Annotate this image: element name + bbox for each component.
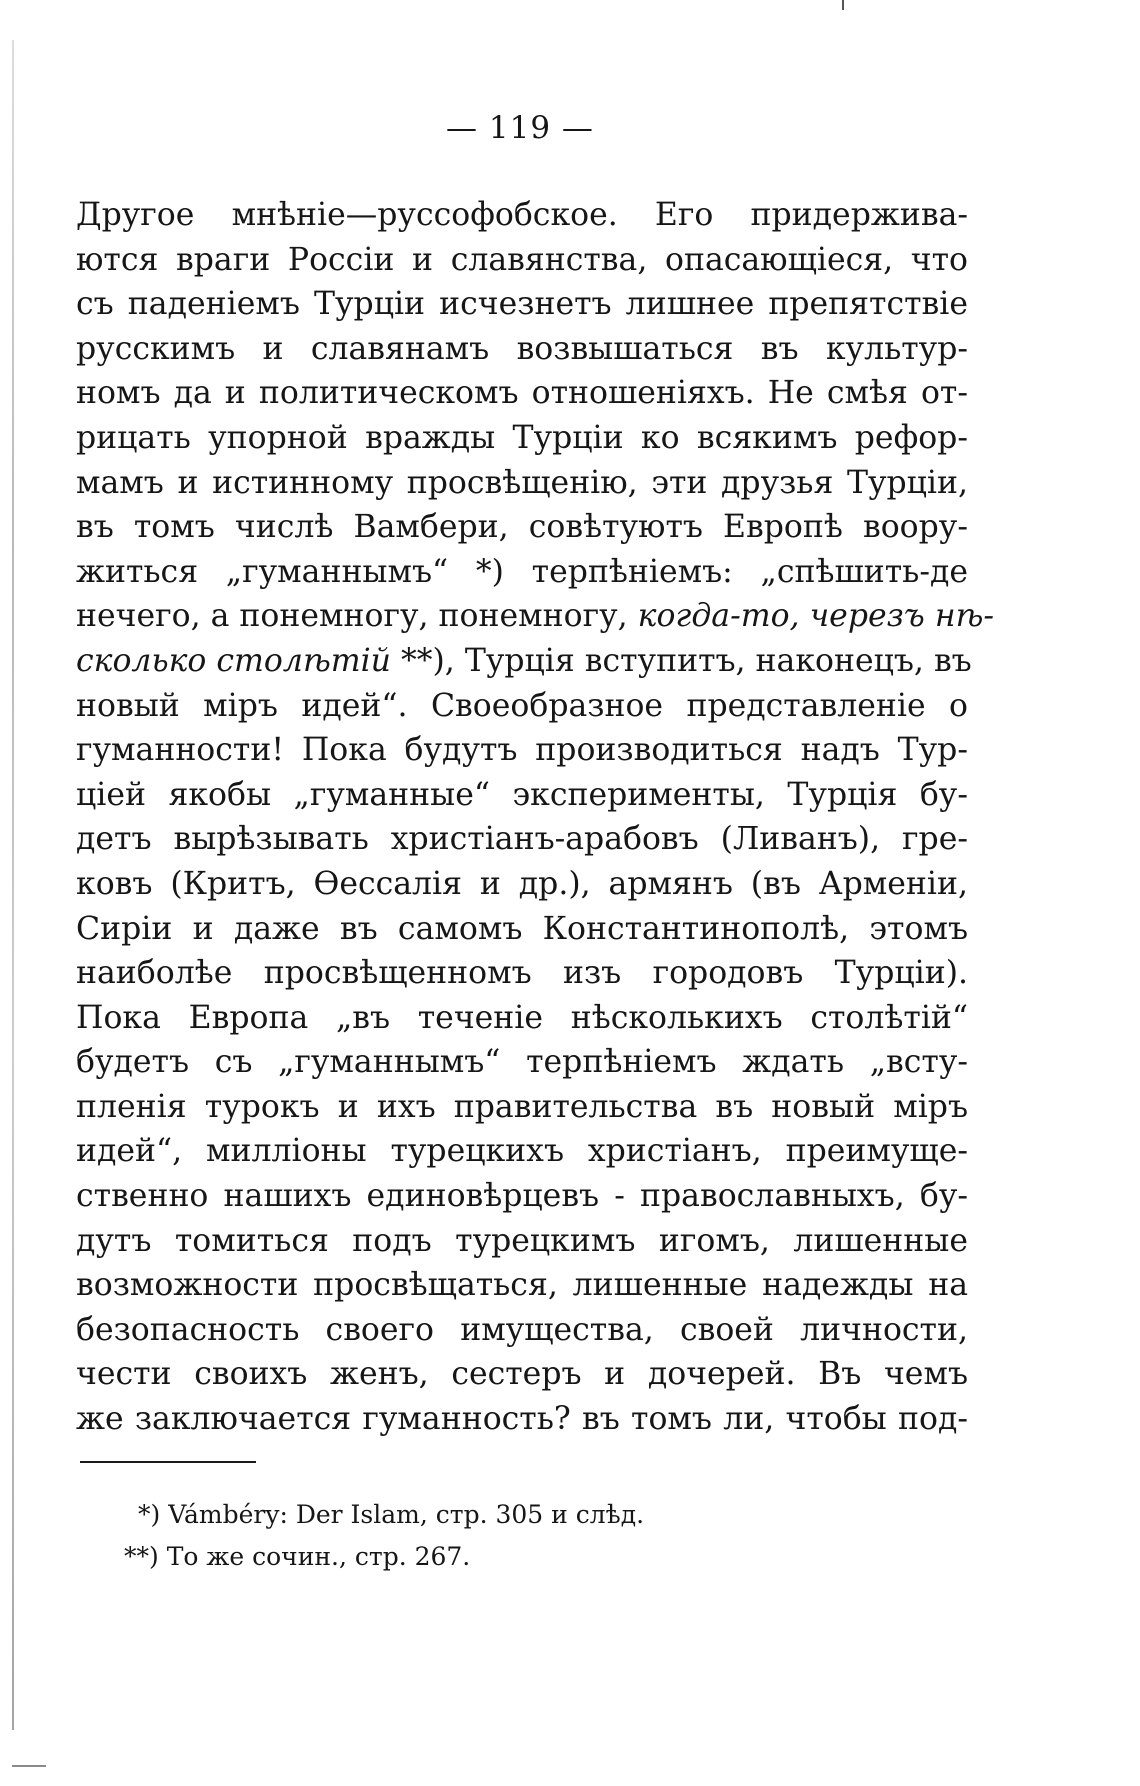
- text-span: житься „гуманнымъ“ *) терпѣніемъ: „спѣшить-де: [76, 553, 968, 590]
- text-line: [76, 684, 968, 729]
- text-span: Пока Европа „въ теченіе нѣсколькихъ столѣтій“: [76, 999, 968, 1036]
- text-line: [76, 1085, 968, 1130]
- text-span: наиболѣе просвѣщенномъ изъ городовъ Турціи).: [76, 955, 968, 992]
- footnote-1: *) Vámbéry: Der Islam, стр. 305 и слѣд.: [138, 1500, 645, 1529]
- text-line: [76, 773, 968, 818]
- text-span: Другое мнѣніе—руссофобское. Его придержива-: [76, 197, 968, 233]
- scan-edge-line: [12, 40, 14, 1730]
- text-span: дутъ томиться подъ турецкимъ игомъ, лишенные: [76, 1222, 968, 1259]
- text-line: [76, 238, 968, 283]
- text-line: [76, 461, 968, 506]
- text-line: [76, 550, 968, 595]
- text-span: чести своихъ женъ, сестеръ и дочерей. Въ чемъ: [76, 1356, 968, 1393]
- text-span: мамъ и истинному просвѣщенію, эти друзья Турціи,: [76, 464, 968, 501]
- text-line: [76, 907, 968, 952]
- text-span: будетъ съ „гуманнымъ“ терпѣніемъ ждать „всту-: [76, 1044, 968, 1081]
- text-line: [76, 594, 994, 639]
- scan-top-mark: [842, 0, 844, 10]
- scan-edge-tick: [12, 1765, 46, 1767]
- text-span: ственно нашихъ единовѣрцевъ - православныхъ, бу-: [76, 1178, 968, 1215]
- text-span: **), Турція вступитъ, наконецъ, въ: [390, 642, 972, 679]
- text-span: русскимъ и славянамъ возвышаться въ культур-: [76, 330, 968, 367]
- text-line: [76, 728, 968, 773]
- text-line: [76, 1129, 968, 1174]
- text-line: [76, 862, 968, 907]
- footnote-2: **) То же сочин., стр. 267.: [124, 1542, 471, 1571]
- text-span: въ томъ числѣ Вамбери, совѣтуютъ Европѣ воору-: [76, 509, 968, 546]
- text-span: гуманности! Пока будутъ производиться надъ Тур-: [76, 732, 968, 769]
- text-span: рицать упорной вражды Турціи ко всякимъ рефор-: [76, 419, 968, 456]
- text-line: [76, 282, 968, 327]
- text-line: [76, 1397, 968, 1442]
- text-line: [76, 1174, 968, 1219]
- text-span: ются враги Россіи и славянства, опасающіеся, что: [76, 241, 968, 278]
- text-span: ціей якобы „гуманные“ эксперименты, Турція бу-: [76, 776, 968, 813]
- text-span: пленія турокъ и ихъ правительства въ новый міръ: [76, 1088, 968, 1125]
- text-line: [76, 1308, 968, 1353]
- page-number: — 119 —: [446, 110, 594, 146]
- text-span: новый міръ идей“. Своеобразное представленіе о: [76, 687, 968, 724]
- text-span: номъ да и политическомъ отношеніяхъ. Не смѣя от-: [76, 375, 968, 412]
- text-line: [76, 1352, 968, 1397]
- text-line: [76, 1263, 968, 1308]
- text-line: [76, 505, 968, 550]
- text-line: [76, 1219, 968, 1264]
- text-line: [76, 193, 968, 238]
- italic-span: когда-то, черезъ нѣ-: [637, 598, 994, 635]
- text-span: идей“, милліоны турецкихъ христіанъ, преимуще-: [76, 1133, 968, 1170]
- text-line: [76, 639, 972, 684]
- text-span: детъ вырѣзывать христіанъ-арабовъ (Ливанъ), гре-: [76, 821, 968, 858]
- text-line: [76, 416, 968, 461]
- text-span: возможности просвѣщаться, лишенные надежды на: [76, 1267, 968, 1304]
- text-span: Сиріи и даже въ самомъ Константинополѣ, этомъ: [76, 910, 968, 947]
- text-line: [76, 817, 968, 862]
- body-text: [76, 193, 994, 1442]
- text-span: безопасность своего имущества, своей личности,: [76, 1311, 968, 1348]
- text-line: [76, 327, 968, 372]
- text-span: съ паденіемъ Турціи исчезнетъ лишнее препятствіе: [76, 286, 968, 323]
- text-span: нечего, а понемногу, понемногу,: [76, 598, 638, 635]
- text-span: же заключается гуманность? въ томъ ли, чтобы под-: [76, 1401, 968, 1438]
- text-line: [76, 371, 968, 416]
- text-span: ковъ (Критъ, Ѳессалія и др.), армянъ (въ Арменіи,: [76, 865, 968, 902]
- text-line: [76, 1040, 968, 1085]
- italic-span: сколько столѣтій: [76, 642, 391, 679]
- text-line: [76, 996, 968, 1041]
- footnote-rule: [80, 1461, 256, 1463]
- text-line: [76, 951, 968, 996]
